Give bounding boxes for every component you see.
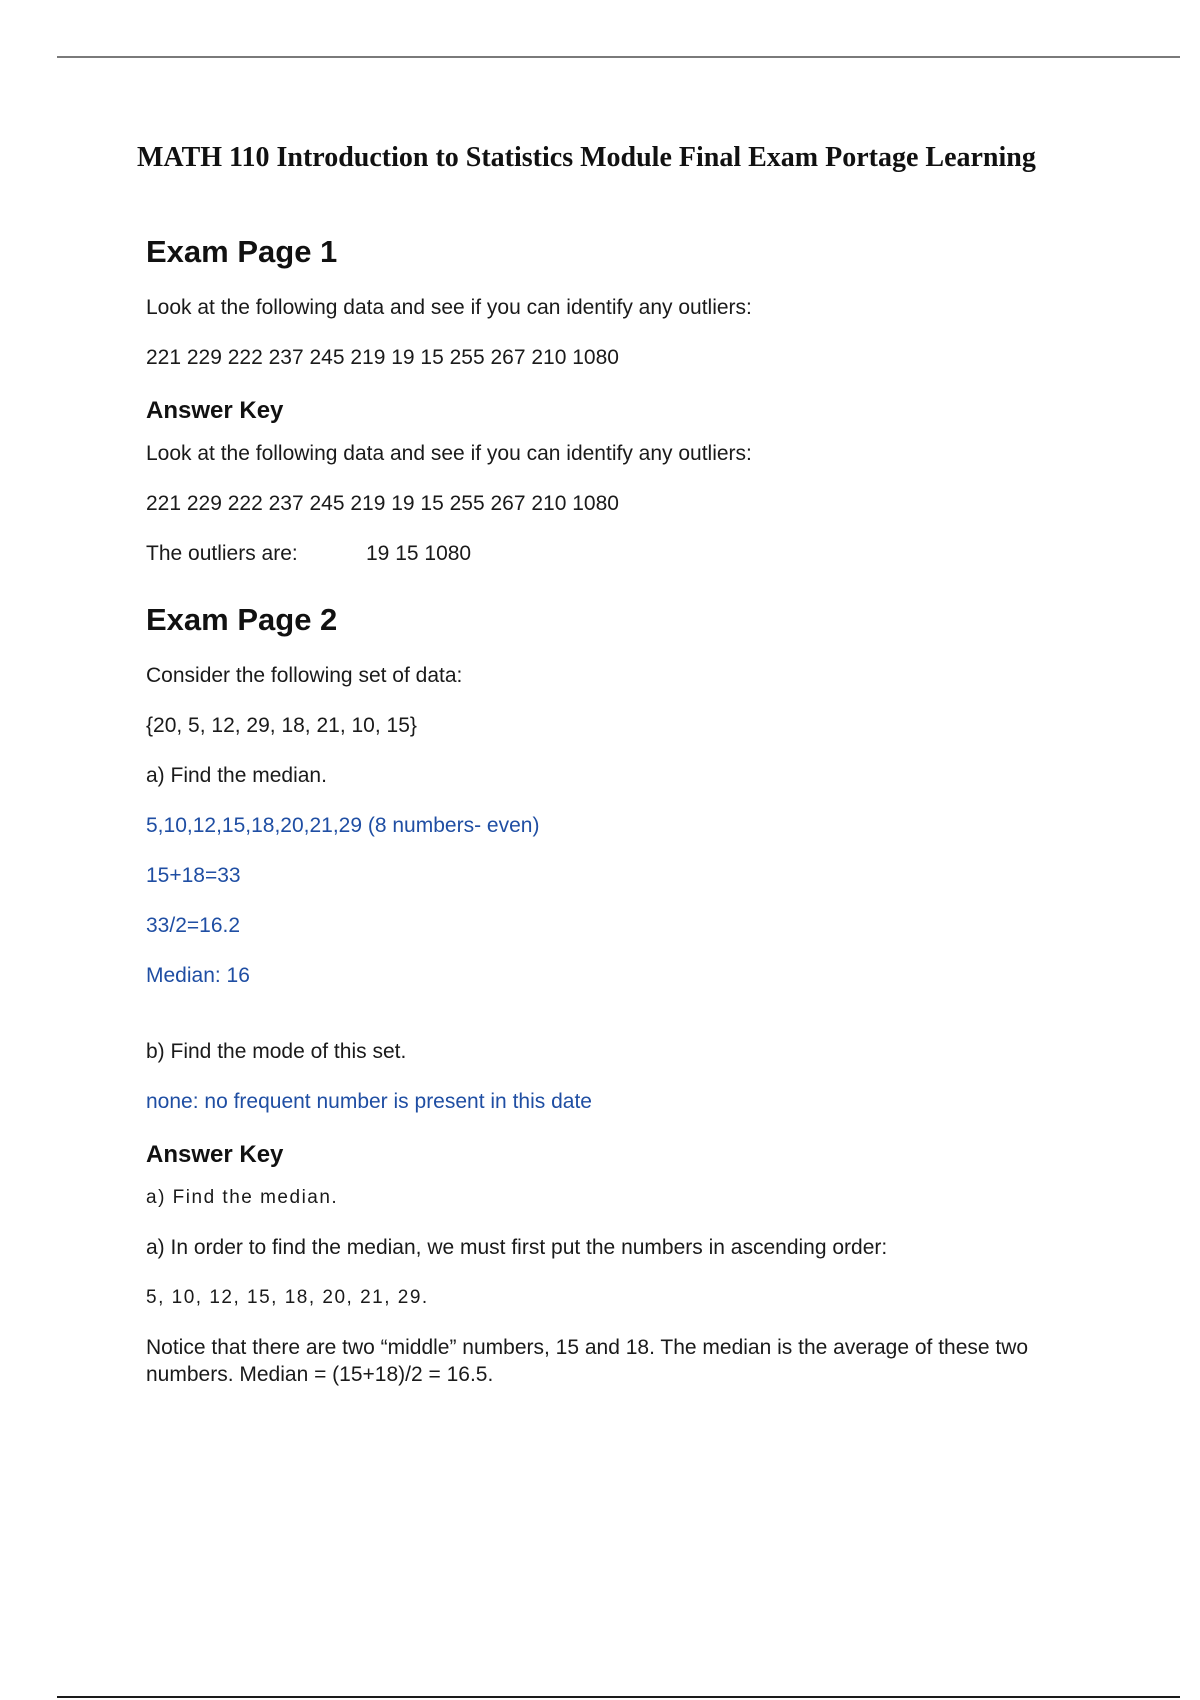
- outliers-answer: [146, 540, 1106, 568]
- outlier-question: Look at the following data and see if you can identify any outliers:: [146, 296, 752, 319]
- mode-answer: none: no frequent number is present in this date: [146, 1090, 592, 1113]
- answer-key-ordered: 5, 10, 12, 15, 18, 20, 21, 29.: [146, 1287, 429, 1308]
- mode-question: b) Find the mode of this set.: [146, 1040, 407, 1063]
- answer-key-median-question: a) Find the median.: [146, 1187, 339, 1208]
- answer-key-step1: a) In order to find the median, we must first put the numbers in ascending order:: [146, 1236, 888, 1259]
- answer-key-heading-1: Answer Key: [146, 397, 284, 424]
- document-body: [146, 228, 1106, 1388]
- answer-key-heading-2: Answer Key: [146, 1141, 284, 1168]
- bottom-rule: [57, 1696, 1180, 1698]
- median-answer-line: Median: 16: [146, 964, 250, 987]
- document-title: MATH 110 Introduction to Statistics Module Final Exam Portage Learning: [137, 142, 1036, 173]
- outlier-data: 221 229 222 237 245 219 19 15 255 267 210 1080: [146, 346, 619, 369]
- outliers-value: 19 15 1080: [366, 542, 472, 565]
- exam-page-1-heading: Exam Page 1: [146, 234, 338, 269]
- data-set: {20, 5, 12, 29, 18, 21, 10, 15}: [146, 714, 417, 737]
- median-question: a) Find the median.: [146, 764, 327, 787]
- outliers-label: The outliers are:: [146, 542, 298, 565]
- median-answer-line: 33/2=16.2: [146, 914, 241, 937]
- median-answer-line: 5,10,12,15,18,20,21,29 (8 numbers- even): [146, 814, 540, 837]
- answer-key-data: 221 229 222 237 245 219 19 15 255 267 210 1080: [146, 492, 619, 515]
- exam-page-2-heading: Exam Page 2: [146, 602, 338, 637]
- answer-key-explanation: Notice that there are two “middle” numbers, 15 and 18. The median is the average of these two numbers. Median = (15+18)/2 = 16.5.: [146, 1336, 1029, 1386]
- median-answer-line: 15+18=33: [146, 864, 241, 887]
- answer-key-question: Look at the following data and see if you can identify any outliers:: [146, 442, 752, 465]
- data-set-prompt: Consider the following set of data:: [146, 664, 463, 687]
- top-rule: [57, 56, 1180, 58]
